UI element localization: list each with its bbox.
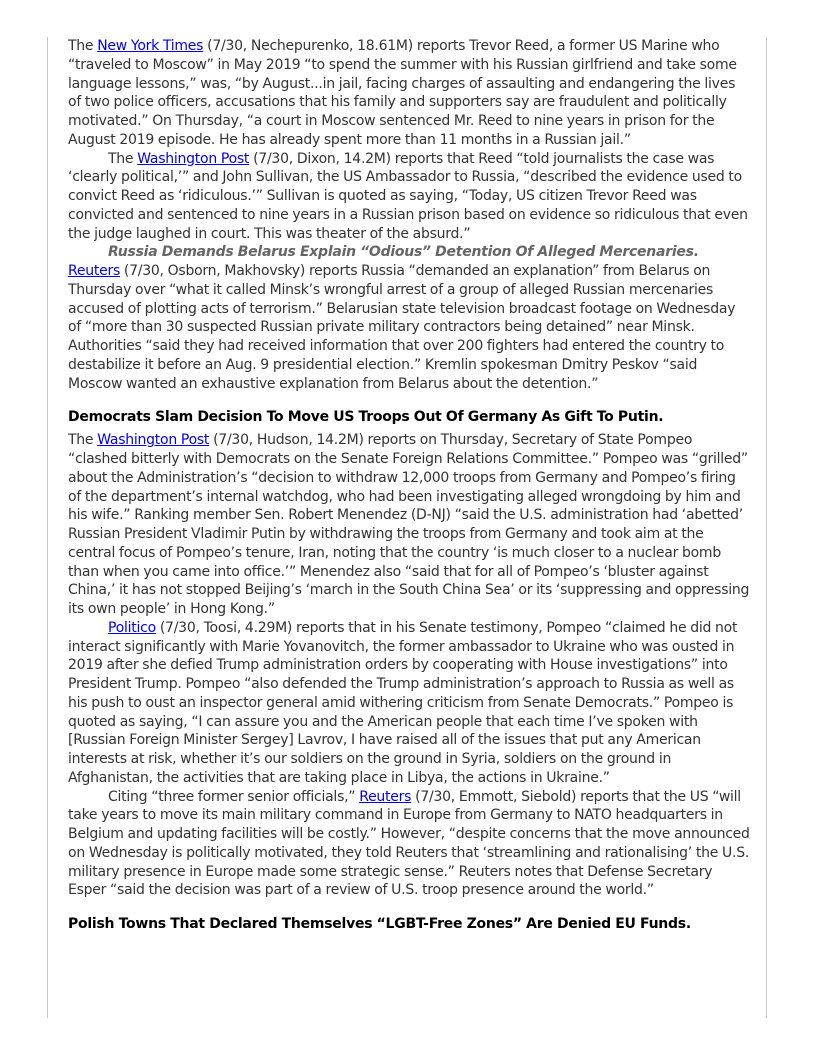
paragraph-lead: Citing “three former senior officials,” (108, 788, 360, 805)
paragraph-text: (7/30, Osborn, Makhovsky) reports Russia “demanded an explanation” from Belarus on Thursday over “what it called Minsk’s wrongful arrest of a group of alleged Russian mercenaries accused of plotting acts of terrorism.” Belarusian state television broadcast footage on Wednesday of “more than 30 suspected Russian private military contractors being detained” near Minsk. Authorities “said they had received information that over 200 fighters had entered the country to destabilize it before an Aug. 9 presidential election.” Kremlin spokesman Dmitry Peskov “said Moscow wanted an exhaustive explanation from Belarus about the detention.” (68, 263, 736, 392)
paragraph-lead: The (68, 38, 98, 54)
link-reuters[interactable]: Reuters (359, 788, 412, 805)
paragraph-lead: The (108, 150, 138, 167)
paragraph-politico-pompeo (68, 619, 752, 788)
document-body (68, 37, 752, 938)
paragraph-text: (7/30, Toosi, 4.29M) reports that in his Senate testimony, Pompeo “claimed he did not interact significantly with Marie Yovanovitch, the former ambassador to Ukraine who was ousted in 2019 after she defied Trump administration orders by cooperating with House investigations” into President Trump. Pompeo “also defended the Trump administration’s approach to Russia as well as his push to oust an inspector general amid withering criticism from Senate Democrats.” Pompeo is quoted as saying, “I can assure you and the American people that each time I’ve spoken with [Russian Foreign Minister Sergey] Lavrov, I have raised all of the issues that put any American interests at risk, whether it’s our soldiers on the ground in Syria, soldiers on the ground in Afghanistan, the activities that are taking place in Libya, the actions in Ukraine.” (68, 619, 738, 786)
link-new-york-times[interactable]: New York Times (97, 38, 204, 54)
paragraph-reuters-nato (68, 788, 752, 901)
paragraph-text: (7/30, Dixon, 14.2M) reports that Reed “told journalists the case was ‘clearly political,’” and John Sullivan, the US Ambassador to Russia, “described the evidence used to convict Reed as ‘ridiculous.’” Sullivan is quoted as saying, “Today, US citizen Trevor Reed was convicted and sentenced to nine years in a Russian prison based on evidence so ridiculous that even the judge laughed in court. This was theater of the absurd.” (68, 150, 748, 242)
paragraph-text: (7/30, Nechepurenko, 18.61M) reports Trevor Reed, a former US Marine who “traveled to Moscow” in May 2019 “to spend the summer with his Russian girlfriend and take some language lessons,” was, “by August...in jail, facing charges of assaulting and endangering the lives of two police officers, accusations that his family and supporters say are fraudulent and politically motivated.” On Thursday, “a court in Moscow sentenced Mr. Reed to nine years in prison for the August 2019 episode. He has already spent more than 11 months in a Russian jail.” (68, 38, 737, 148)
paragraph-wapo-reed (68, 150, 752, 244)
subhead-russia-belarus: Russia Demands Belarus Explain “Odious” Detention Of Alleged Mercenaries. (108, 244, 699, 261)
paragraph-lead: The (68, 432, 98, 449)
link-washington-post[interactable]: Washington Post (97, 432, 210, 449)
paragraph-text: (7/30, Emmott, Siebold) reports that the US “will take years to move its main military command in Europe from Germany to NATO headquarters in Belgium and updating facilities will be costly.” However, “despite concerns that the move announced on Wednesday is politically motivated, they told Reuters that ‘streamlining and rationalising’ the U.S. military presence in Europe made some strategic sense.” Reuters notes that Defense Secretary Esper “said the decision was part of a review of U.S. troop presence around the world.” (68, 788, 750, 899)
paragraph-nyt-reed (68, 37, 752, 150)
paragraph-reuters-belarus (68, 262, 752, 393)
headline-democrats-troops: Democrats Slam Decision To Move US Troops Out Of Germany As Gift To Putin. (68, 409, 664, 426)
link-washington-post[interactable]: Washington Post (137, 150, 250, 167)
link-reuters[interactable]: Reuters (68, 263, 120, 279)
paragraph-wapo-pompeo (68, 431, 752, 619)
link-politico[interactable]: Politico (108, 619, 156, 636)
paragraph-text: (7/30, Hudson, 14.2M) reports on Thursday, Secretary of State Pompeo “clashed bitterly with Democrats on the Senate Foreign Relations Committee.” Pompeo was “grilled” about the Administration’s “decision to withdraw 12,000 troops from Germany and Pompeo’s firing of the department’s internal watchdog, who had been investigating alleged wrongdoing by him and his wife.” Ranking member Sen. Robert Menendez (D-NJ) “said the U.S. administration had ‘abetted’ Russian President Vladimir Putin by withdrawing the troops from Germany and took aim at the central focus of Pompeo’s tenure, Iran, noting that the country ‘is much closer to a nuclear bomb than when you came into office.’” Menendez also “said that for all of Pompeo’s ‘bluster against China,’ it has not stopped Beijing’s ‘march in the South China Sea’ or its ‘suppressing and oppressing its own people’ in Hong Kong.” (68, 432, 750, 617)
headline-polish-towns: Polish Towns That Declared Themselves “LGBT-Free Zones” Are Denied EU Funds. (68, 916, 691, 932)
